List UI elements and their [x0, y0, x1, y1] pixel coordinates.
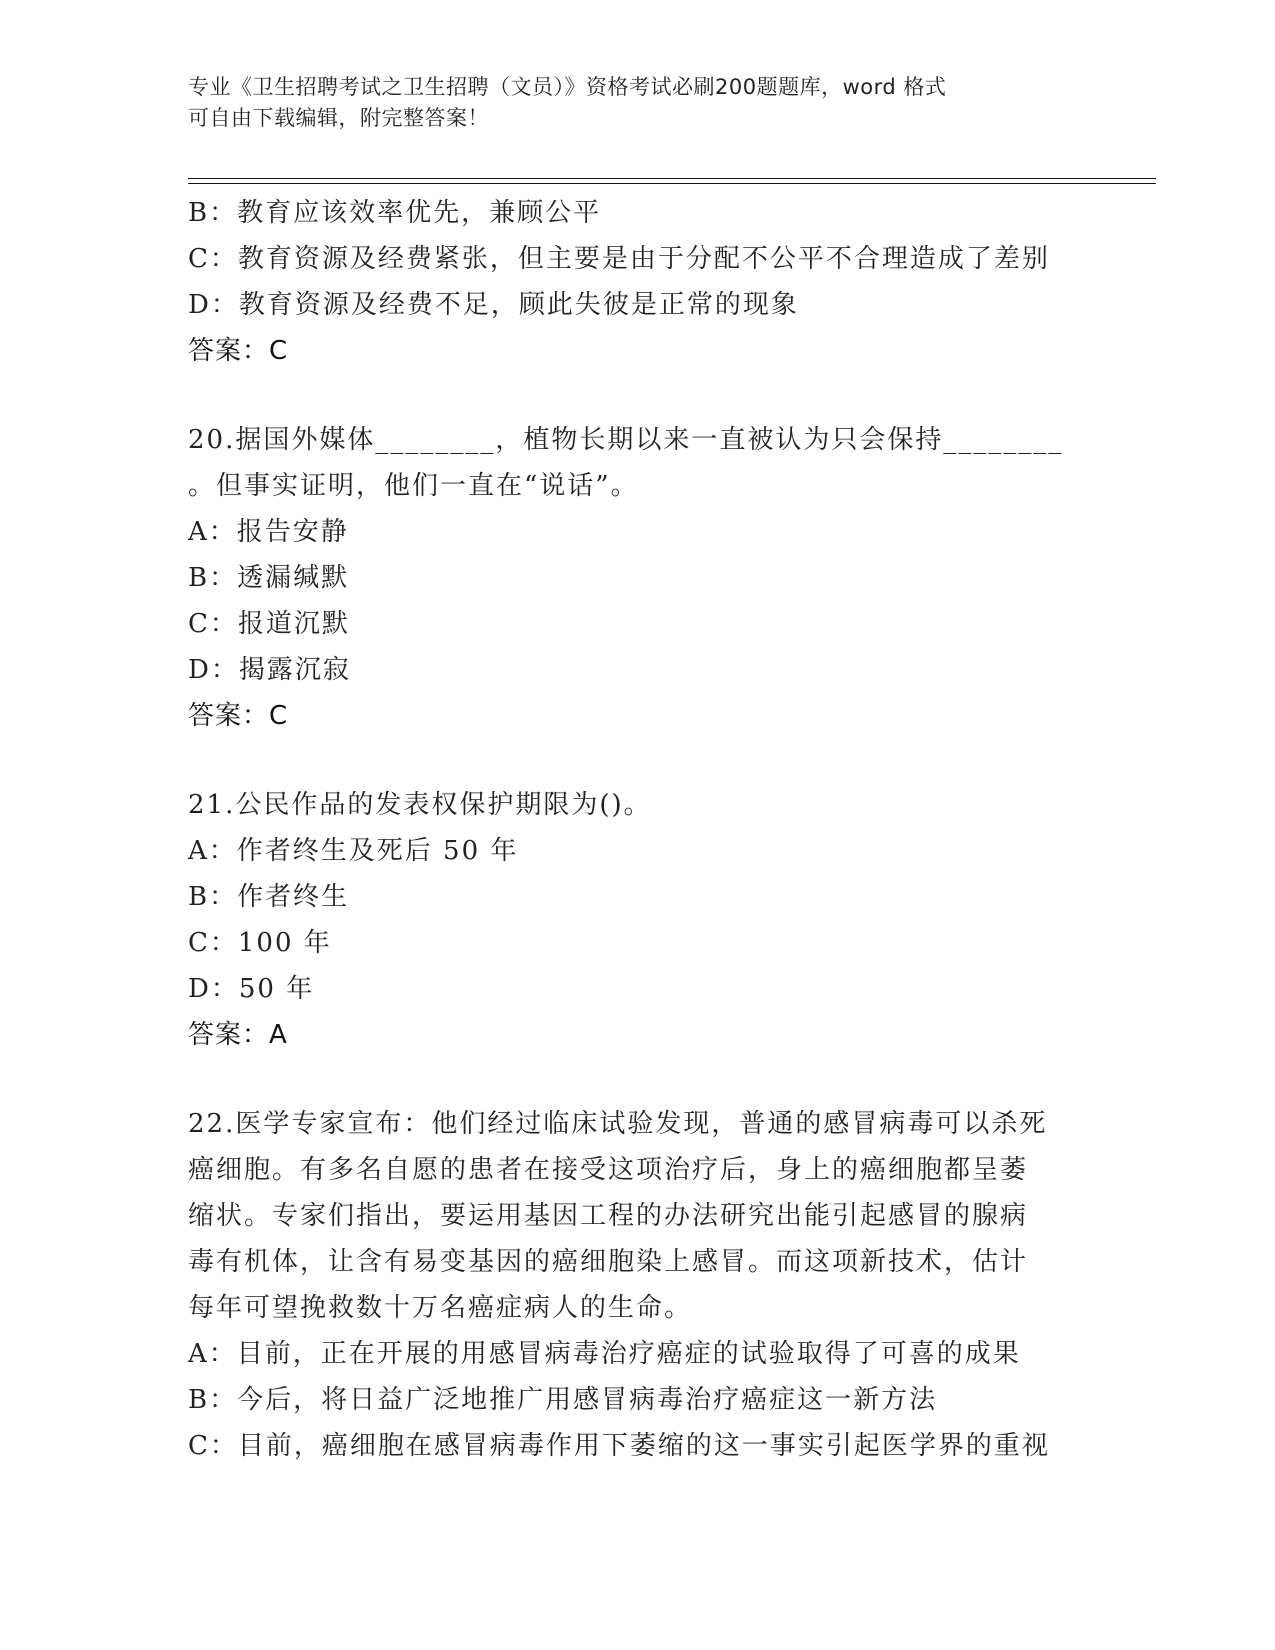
question-21-block — [188, 782, 1088, 1058]
q22-stem-line-3: 缩状。专家们指出，要运用基因工程的办法研究出能引起感冒的腺病 — [188, 1201, 1029, 1231]
q21-option-c: C：100 年 — [188, 928, 332, 958]
q20-stem-line-1: 20.据国外媒体________，植物长期以来一直被认为只会保持________ — [188, 425, 1064, 455]
q20-stem-line-2: 。但事实证明，他们一直在“说话”。 — [188, 471, 639, 501]
header-line-2: 可自由下载编辑，附完整答案！ — [188, 106, 489, 130]
spacer — [188, 374, 1088, 417]
q19-answer: 答案：C — [188, 336, 289, 366]
question-20-block — [188, 417, 1088, 739]
q21-answer: 答案：A — [188, 1020, 288, 1050]
question-22-block — [188, 1101, 1088, 1469]
q21-option-d: D：50 年 — [188, 974, 315, 1004]
q21-stem: 21.公民作品的发表权保护期限为()。 — [188, 790, 652, 820]
q20-option-c: C：报道沉默 — [188, 609, 350, 639]
q21-option-a: A：作者终生及死后 50 年 — [188, 836, 519, 866]
q22-option-a: A：目前，正在开展的用感冒病毒治疗癌症的试验取得了可喜的成果 — [188, 1339, 1021, 1369]
q20-option-a: A：报告安静 — [188, 517, 349, 547]
q19-option-b: B：教育应该效率优先，兼顾公平 — [188, 198, 602, 228]
q20-option-b: B：透漏缄默 — [188, 563, 350, 593]
header-rule-bottom — [188, 183, 1156, 184]
q20-option-d: D：揭露沉寂 — [188, 655, 351, 685]
question-19-block — [188, 190, 1088, 374]
q22-stem-line-2: 癌细胞。有多名自愿的患者在接受这项治疗后，身上的癌细胞都呈萎 — [188, 1155, 1029, 1185]
q21-option-b: B：作者终生 — [188, 882, 350, 912]
question-content — [188, 190, 1088, 1469]
header-rule-top — [188, 178, 1156, 179]
spacer — [188, 739, 1088, 782]
q20-answer: 答案：C — [188, 701, 289, 731]
spacer — [188, 1058, 1088, 1101]
q22-option-b: B：今后，将日益广泛地推广用感冒病毒治疗癌症这一新方法 — [188, 1385, 938, 1415]
header-line-1: 专业《卫生招聘考试之卫生招聘（文员）》资格考试必刷200题题库，word 格式 — [188, 75, 947, 99]
q22-option-c: C：目前，癌细胞在感冒病毒作用下萎缩的这一事实引起医学界的重视 — [188, 1431, 1050, 1461]
q22-stem-line-1: 22.医学专家宣布：他们经过临床试验发现，普通的感冒病毒可以杀死 — [188, 1109, 1048, 1139]
q22-stem-line-5: 每年可望挽救数十万名癌症病人的生命。 — [188, 1293, 693, 1323]
document-header — [188, 72, 1088, 134]
q19-option-c: C：教育资源及经费紧张，但主要是由于分配不公平不合理造成了差别 — [188, 244, 1050, 274]
q19-option-d: D：教育资源及经费不足，顾此失彼是正常的现象 — [188, 290, 799, 320]
q22-stem-line-4: 毒有机体，让含有易变基因的癌细胞染上感冒。而这项新技术，估计 — [188, 1247, 1029, 1277]
